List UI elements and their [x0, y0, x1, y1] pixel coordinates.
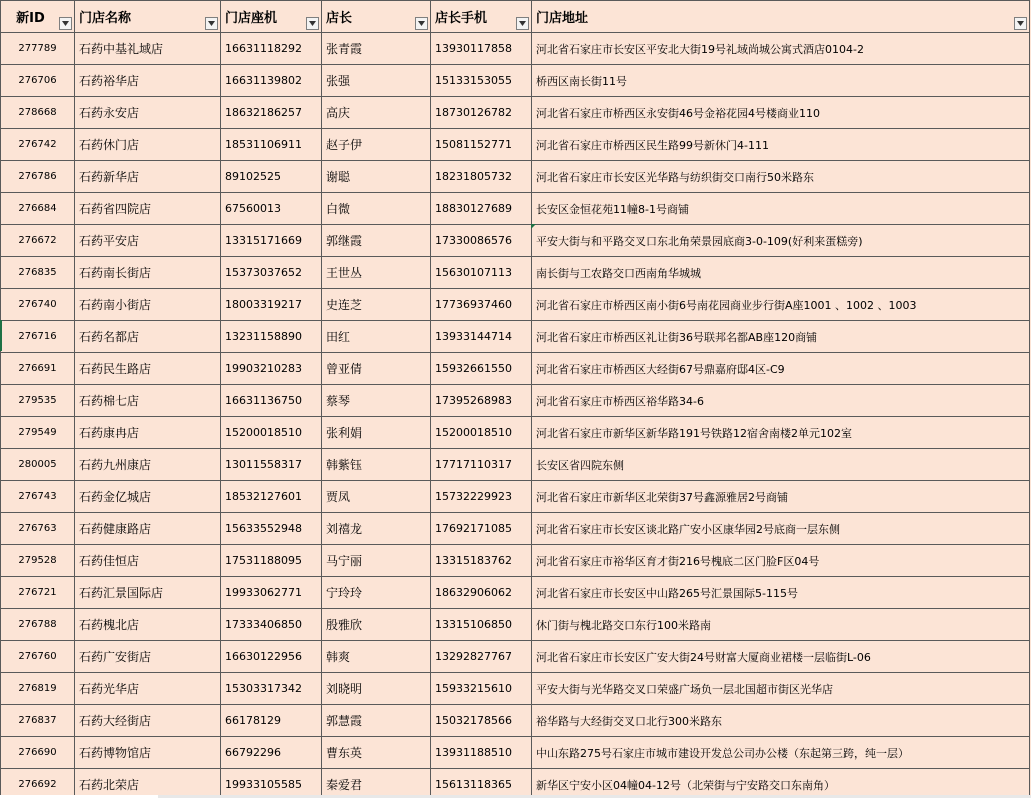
header-mobile-label: 店长手机	[435, 11, 488, 26]
cell-manager-mobile[interactable]: 15732229923	[431, 481, 532, 513]
cell-store-name[interactable]: 石药民生路店	[75, 353, 221, 385]
cell-address[interactable]: 河北省石家庄市长安区中山路265号汇景国际5-115号	[532, 577, 1030, 609]
cell-store-name[interactable]: 石药健康路店	[75, 513, 221, 545]
cell-store-phone[interactable]: 13011558317	[221, 449, 322, 481]
cell-id[interactable]: 276742	[1, 129, 75, 161]
cell-manager[interactable]: 曹东英	[322, 737, 431, 769]
table-row	[1, 769, 1030, 796]
cell-manager-mobile[interactable]: 13931188510	[431, 737, 532, 769]
cell-store-name[interactable]: 石药南长街店	[75, 257, 221, 289]
cell-address[interactable]: 河北省石家庄市长安区广安大街24号财富大厦商业裙楼一层临街L-06	[532, 641, 1030, 673]
cell-id[interactable]: 280005	[1, 449, 75, 481]
table-row	[1, 161, 1030, 193]
chevron-down-icon	[418, 21, 425, 26]
cell-address[interactable]: 河北省石家庄市桥西区大经街67号鼎嘉府邸4区-C9	[532, 353, 1030, 385]
cell-manager-mobile[interactable]: 13930117858	[431, 33, 532, 65]
cell-store-name[interactable]: 石药光华店	[75, 673, 221, 705]
cell-store-phone[interactable]: 16631136750	[221, 385, 322, 417]
cell-manager-mobile[interactable]: 13292827767	[431, 641, 532, 673]
cell-address[interactable]: 河北省石家庄市长安区谈北路广安小区康华园2号底商一层东侧	[532, 513, 1030, 545]
cell-address[interactable]: 河北省石家庄市桥西区礼让街36号联邦名都AB座120商铺	[532, 321, 1030, 353]
header-address[interactable]	[532, 1, 1030, 33]
cell-address[interactable]: 河北省石家庄市桥西区南小街6号南花园商业步行街A座1001 、1002 、1003	[532, 289, 1030, 321]
cell-manager-mobile[interactable]: 15200018510	[431, 417, 532, 449]
row-selection-marker	[0, 320, 2, 351]
cell-store-phone[interactable]: 19933062771	[221, 577, 322, 609]
chevron-down-icon	[208, 21, 215, 26]
filter-button-name[interactable]	[205, 17, 218, 30]
table-row	[1, 641, 1030, 673]
cell-comment-marker	[531, 224, 536, 229]
cell-address[interactable]: 桥西区南长街11号	[532, 65, 1030, 97]
filter-button-mobile[interactable]	[516, 17, 529, 30]
cell-manager-mobile[interactable]: 17736937460	[431, 289, 532, 321]
cell-manager-mobile[interactable]: 18730126782	[431, 97, 532, 129]
cell-manager-mobile[interactable]: 18632906062	[431, 577, 532, 609]
cell-manager[interactable]: 田红	[322, 321, 431, 353]
cell-manager-mobile[interactable]: 15032178566	[431, 705, 532, 737]
cell-manager-mobile[interactable]: 13315183762	[431, 545, 532, 577]
cell-store-phone[interactable]: 13231158890	[221, 321, 322, 353]
cell-store-name[interactable]: 石药大经街店	[75, 705, 221, 737]
cell-store-phone[interactable]: 15373037652	[221, 257, 322, 289]
header-phone-label: 门店座机	[225, 11, 278, 26]
cell-store-name[interactable]: 石药康冉店	[75, 417, 221, 449]
table-row	[1, 289, 1030, 321]
cell-store-name[interactable]: 石药金亿城店	[75, 481, 221, 513]
table-body	[1, 33, 1030, 796]
table-row	[1, 737, 1030, 769]
filter-button-address[interactable]	[1014, 17, 1027, 30]
cell-store-name[interactable]: 石药南小街店	[75, 289, 221, 321]
cell-store-phone[interactable]: 67560013	[221, 193, 322, 225]
cell-manager[interactable]: 秦爱君	[322, 769, 431, 796]
cell-address[interactable]: 河北省石家庄市桥西区裕华路34-6	[532, 385, 1030, 417]
cell-id[interactable]: 276690	[1, 737, 75, 769]
cell-manager[interactable]: 高庆	[322, 97, 431, 129]
cell-address[interactable]: 河北省石家庄市新华区新华路191号铁路12宿舍南楼2单元102室	[532, 417, 1030, 449]
cell-manager[interactable]: 赵子伊	[322, 129, 431, 161]
cell-store-phone[interactable]: 17333406850	[221, 609, 322, 641]
cell-id[interactable]: 276743	[1, 481, 75, 513]
cell-address[interactable]: 裕华路与大经街交叉口北行300米路东	[532, 705, 1030, 737]
header-mobile[interactable]	[431, 1, 532, 33]
cell-manager[interactable]: 张青霞	[322, 33, 431, 65]
cell-id[interactable]: 276721	[1, 577, 75, 609]
table-row	[1, 97, 1030, 129]
cell-manager[interactable]: 曾亚倩	[322, 353, 431, 385]
cell-manager-mobile[interactable]: 15932661550	[431, 353, 532, 385]
table-row	[1, 129, 1030, 161]
header-row	[1, 1, 1030, 33]
cell-store-phone[interactable]: 16631139802	[221, 65, 322, 97]
cell-store-phone[interactable]: 15303317342	[221, 673, 322, 705]
cell-address[interactable]: 河北省石家庄市新华区北荣街37号鑫源雅居2号商铺	[532, 481, 1030, 513]
cell-manager[interactable]: 郭慧霞	[322, 705, 431, 737]
header-id[interactable]	[1, 1, 75, 33]
table-row	[1, 33, 1030, 65]
cell-id[interactable]: 276786	[1, 161, 75, 193]
cell-address[interactable]: 长安区金恒花苑11幢8-1号商铺	[532, 193, 1030, 225]
cell-id[interactable]: 279535	[1, 385, 75, 417]
cell-store-name[interactable]: 石药平安店	[75, 225, 221, 257]
table-row	[1, 353, 1030, 385]
cell-address[interactable]: 休门街与槐北路交口东行100米路南	[532, 609, 1030, 641]
table-row	[1, 545, 1030, 577]
cell-store-phone[interactable]: 15200018510	[221, 417, 322, 449]
cell-id[interactable]: 276692	[1, 769, 75, 796]
cell-id[interactable]: 276706	[1, 65, 75, 97]
cell-store-phone[interactable]: 16630122956	[221, 641, 322, 673]
cell-store-name[interactable]: 石药裕华店	[75, 65, 221, 97]
cell-store-name[interactable]: 石药棉七店	[75, 385, 221, 417]
cell-store-name[interactable]: 石药博物馆店	[75, 737, 221, 769]
header-address-label: 门店地址	[536, 11, 589, 26]
cell-id[interactable]: 276835	[1, 257, 75, 289]
cell-store-phone[interactable]: 18532127601	[221, 481, 322, 513]
cell-manager[interactable]: 王世丛	[322, 257, 431, 289]
table-row	[1, 449, 1030, 481]
cell-manager[interactable]: 张强	[322, 65, 431, 97]
table-row	[1, 609, 1030, 641]
cell-store-phone[interactable]: 16631118292	[221, 33, 322, 65]
cell-store-name[interactable]: 石药永安店	[75, 97, 221, 129]
table-row	[1, 705, 1030, 737]
cell-manager[interactable]: 宁玲玲	[322, 577, 431, 609]
cell-address[interactable]: 河北省石家庄市长安区平安北大街19号礼域尚城公寓式酒店0104-2	[532, 33, 1030, 65]
header-id-label: 新ID	[16, 11, 45, 26]
cell-manager-mobile[interactable]: 17395268983	[431, 385, 532, 417]
cell-store-name[interactable]: 石药佳恒店	[75, 545, 221, 577]
cell-manager[interactable]: 韩爽	[322, 641, 431, 673]
cell-store-phone[interactable]: 89102525	[221, 161, 322, 193]
table-row	[1, 321, 1030, 353]
cell-id[interactable]: 279549	[1, 417, 75, 449]
cell-manager[interactable]: 谢聪	[322, 161, 431, 193]
cell-id[interactable]: 276672	[1, 225, 75, 257]
cell-store-phone[interactable]: 18531106911	[221, 129, 322, 161]
cell-manager-mobile[interactable]: 15081152771	[431, 129, 532, 161]
cell-store-phone[interactable]: 18632186257	[221, 97, 322, 129]
cell-manager-mobile[interactable]: 15613118365	[431, 769, 532, 796]
cell-store-phone[interactable]: 66178129	[221, 705, 322, 737]
cell-store-name[interactable]: 石药九州康店	[75, 449, 221, 481]
cell-manager[interactable]: 殷雅欣	[322, 609, 431, 641]
cell-store-name[interactable]: 石药休门店	[75, 129, 221, 161]
cell-id[interactable]: 276740	[1, 289, 75, 321]
cell-store-name[interactable]: 石药广安街店	[75, 641, 221, 673]
cell-address[interactable]: 平安大街与和平路交叉口东北角荣景园底商3-0-109(好利来蛋糕旁)	[532, 225, 1030, 257]
cell-address[interactable]: 长安区省四院东侧	[532, 449, 1030, 481]
filter-button-manager[interactable]	[415, 17, 428, 30]
cell-manager-mobile[interactable]: 17717110317	[431, 449, 532, 481]
cell-id[interactable]: 277789	[1, 33, 75, 65]
cell-store-name[interactable]: 石药汇景国际店	[75, 577, 221, 609]
header-phone[interactable]	[221, 1, 322, 33]
cell-manager-mobile[interactable]: 17692171085	[431, 513, 532, 545]
cell-manager-mobile[interactable]: 18830127689	[431, 193, 532, 225]
cell-manager-mobile[interactable]: 18231805732	[431, 161, 532, 193]
cell-id[interactable]: 276819	[1, 673, 75, 705]
cell-id[interactable]: 276763	[1, 513, 75, 545]
cell-id[interactable]: 276691	[1, 353, 75, 385]
header-manager[interactable]	[322, 1, 431, 33]
cell-address[interactable]: 河北省石家庄市桥西区民生路99号新休门4-111	[532, 129, 1030, 161]
cell-id[interactable]: 278668	[1, 97, 75, 129]
filter-button-phone[interactable]	[306, 17, 319, 30]
cell-address[interactable]: 河北省石家庄市裕华区育才街216号槐底二区门脸F区04号	[532, 545, 1030, 577]
cell-id[interactable]: 276684	[1, 193, 75, 225]
cell-manager[interactable]: 刘禧龙	[322, 513, 431, 545]
cell-manager[interactable]: 史连芝	[322, 289, 431, 321]
table-row	[1, 577, 1030, 609]
header-manager-label: 店长	[326, 11, 353, 26]
cell-manager[interactable]: 郭继霞	[322, 225, 431, 257]
header-name[interactable]	[75, 1, 221, 33]
cell-store-name[interactable]: 石药中基礼域店	[75, 33, 221, 65]
cell-address[interactable]: 中山东路275号石家庄市城市建设开发总公司办公楼（东起第三跨，纯一层）	[532, 737, 1030, 769]
table-row	[1, 225, 1030, 257]
cell-store-name[interactable]: 石药名都店	[75, 321, 221, 353]
cell-manager-mobile[interactable]: 15630107113	[431, 257, 532, 289]
cell-address[interactable]: 平安大街与光华路交叉口荣盛广场负一层北国超市街区光华店	[532, 673, 1030, 705]
cell-store-phone[interactable]: 15633552948	[221, 513, 322, 545]
cell-manager[interactable]: 刘晓明	[322, 673, 431, 705]
cell-id[interactable]: 276716	[1, 321, 75, 353]
cell-store-name[interactable]: 石药北荣店	[75, 769, 221, 796]
table-row	[1, 65, 1030, 97]
cell-id[interactable]: 276837	[1, 705, 75, 737]
chevron-down-icon	[1017, 21, 1024, 26]
chevron-down-icon	[519, 21, 526, 26]
cell-manager[interactable]: 蔡琴	[322, 385, 431, 417]
table-row	[1, 193, 1030, 225]
cell-manager-mobile[interactable]: 13315106850	[431, 609, 532, 641]
cell-store-name[interactable]: 石药槐北店	[75, 609, 221, 641]
cell-store-phone[interactable]: 17531188095	[221, 545, 322, 577]
header-name-label: 门店名称	[79, 11, 132, 26]
cell-store-name[interactable]: 石药新华店	[75, 161, 221, 193]
cell-store-phone[interactable]: 13315171669	[221, 225, 322, 257]
cell-address[interactable]: 河北省石家庄市长安区光华路与纺织街交口南行50米路东	[532, 161, 1030, 193]
cell-manager[interactable]: 贾凤	[322, 481, 431, 513]
cell-id[interactable]: 276788	[1, 609, 75, 641]
filter-button-id[interactable]	[59, 17, 72, 30]
cell-manager[interactable]: 张利娟	[322, 417, 431, 449]
cell-address[interactable]: 南长街与工农路交口西南角华城城	[532, 257, 1030, 289]
cell-id[interactable]: 279528	[1, 545, 75, 577]
cell-id[interactable]: 276760	[1, 641, 75, 673]
cell-store-phone[interactable]: 66792296	[221, 737, 322, 769]
cell-manager-mobile[interactable]: 15133153055	[431, 65, 532, 97]
cell-store-phone[interactable]: 19933105585	[221, 769, 322, 796]
chevron-down-icon	[309, 21, 316, 26]
cell-store-phone[interactable]: 19903210283	[221, 353, 322, 385]
table-row	[1, 257, 1030, 289]
cell-address[interactable]: 河北省石家庄市桥西区永安街46号金裕花园4号楼商业110	[532, 97, 1030, 129]
cell-store-phone[interactable]: 18003319217	[221, 289, 322, 321]
cell-manager-mobile[interactable]: 17330086576	[431, 225, 532, 257]
cell-manager[interactable]: 韩紫钰	[322, 449, 431, 481]
table-row	[1, 513, 1030, 545]
cell-manager-mobile[interactable]: 13933144714	[431, 321, 532, 353]
table-row	[1, 481, 1030, 513]
cell-store-name[interactable]: 石药省四院店	[75, 193, 221, 225]
chevron-down-icon	[62, 21, 69, 26]
table-row	[1, 417, 1030, 449]
cell-manager-mobile[interactable]: 15933215610	[431, 673, 532, 705]
table-row	[1, 385, 1030, 417]
cell-manager[interactable]: 马宁丽	[322, 545, 431, 577]
cell-address[interactable]: 新华区宁安小区04幢04-12号（北荣街与宁安路交口东南角）	[532, 769, 1030, 796]
cell-manager[interactable]: 白微	[322, 193, 431, 225]
table-row	[1, 673, 1030, 705]
